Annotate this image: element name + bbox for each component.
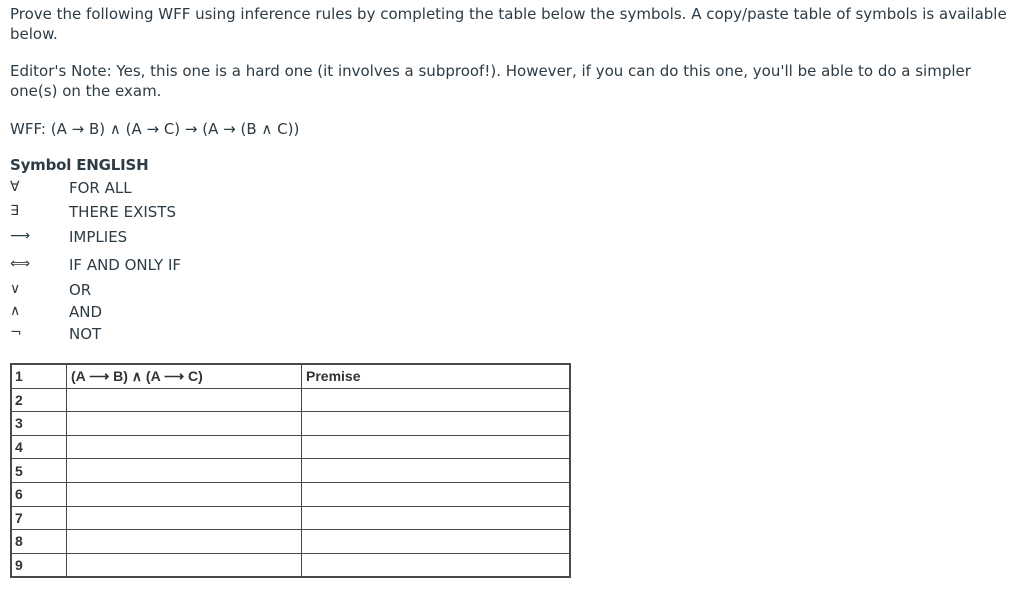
symbol-glyph: ⟶ <box>10 228 31 244</box>
symbol-glyph: ⟺ <box>10 256 31 272</box>
statement-cell[interactable] <box>67 459 302 483</box>
line-number: 9 <box>11 553 67 577</box>
symbol-english: IMPLIES <box>69 228 128 246</box>
statement-cell[interactable] <box>67 412 302 436</box>
symbol-row <box>10 179 310 199</box>
line-number: 8 <box>11 530 67 554</box>
table-row <box>11 459 570 483</box>
line-number: 7 <box>11 506 67 530</box>
symbol-glyph: ∨ <box>10 281 21 297</box>
symbol-table-header: Symbol ENGLISH <box>10 156 149 174</box>
instructions-text: Prove the following WFF using inference rules by completing the table below the symbols. A copy/paste table of symbols is available below. <box>10 5 1007 43</box>
symbol-english: OR <box>69 281 92 299</box>
table-row <box>11 388 570 412</box>
table-row <box>11 530 570 554</box>
table-row <box>11 364 570 388</box>
symbol-glyph: ¬ <box>10 325 22 341</box>
statement-cell[interactable] <box>67 553 302 577</box>
wff-text: WFF: (A → B) ∧ (A → C) → (A → (B ∧ C)) <box>10 120 300 138</box>
table-row <box>11 412 570 436</box>
reason-cell[interactable] <box>302 435 571 459</box>
table-row <box>11 482 570 506</box>
reason-cell[interactable] <box>302 553 571 577</box>
symbol-row <box>10 203 310 223</box>
statement-cell[interactable] <box>67 530 302 554</box>
proof-table <box>10 363 571 578</box>
symbol-english: NOT <box>69 325 102 343</box>
table-row <box>11 506 570 530</box>
symbol-english: THERE EXISTS <box>69 203 176 221</box>
reason-cell[interactable]: Premise <box>302 364 571 388</box>
line-number: 3 <box>11 412 67 436</box>
reason-cell[interactable] <box>302 388 571 412</box>
table-row <box>11 553 570 577</box>
line-number: 6 <box>11 482 67 506</box>
statement-cell[interactable] <box>67 388 302 412</box>
editors-note-text: Editor's Note: Yes, this one is a hard one (it involves a subproof!). However, if you can do this one, you'll be able to do a simpler one(s) on the exam. <box>10 62 971 100</box>
symbol-row <box>10 303 310 323</box>
statement-cell[interactable] <box>67 506 302 530</box>
line-number: 5 <box>11 459 67 483</box>
reason-cell[interactable] <box>302 530 571 554</box>
line-number: 4 <box>11 435 67 459</box>
symbol-english: AND <box>69 303 103 321</box>
reason-cell[interactable] <box>302 412 571 436</box>
symbol-row <box>10 256 310 276</box>
symbol-english: FOR ALL <box>69 179 132 197</box>
line-number: 1 <box>11 364 67 388</box>
line-number: 2 <box>11 388 67 412</box>
statement-cell[interactable] <box>67 482 302 506</box>
symbol-glyph: ∧ <box>10 303 21 319</box>
reason-cell[interactable] <box>302 506 571 530</box>
symbol-english: IF AND ONLY IF <box>69 256 181 274</box>
symbol-row <box>10 325 310 345</box>
reason-cell[interactable] <box>302 459 571 483</box>
symbol-row <box>10 228 310 248</box>
table-row <box>11 435 570 459</box>
symbol-glyph: ∃ <box>10 203 19 219</box>
symbol-glyph: ∀ <box>10 179 20 195</box>
statement-cell[interactable] <box>67 435 302 459</box>
symbol-row <box>10 281 310 301</box>
reason-cell[interactable] <box>302 482 571 506</box>
statement-cell[interactable]: (A ⟶ B) ∧ (A ⟶ C) <box>67 364 302 388</box>
